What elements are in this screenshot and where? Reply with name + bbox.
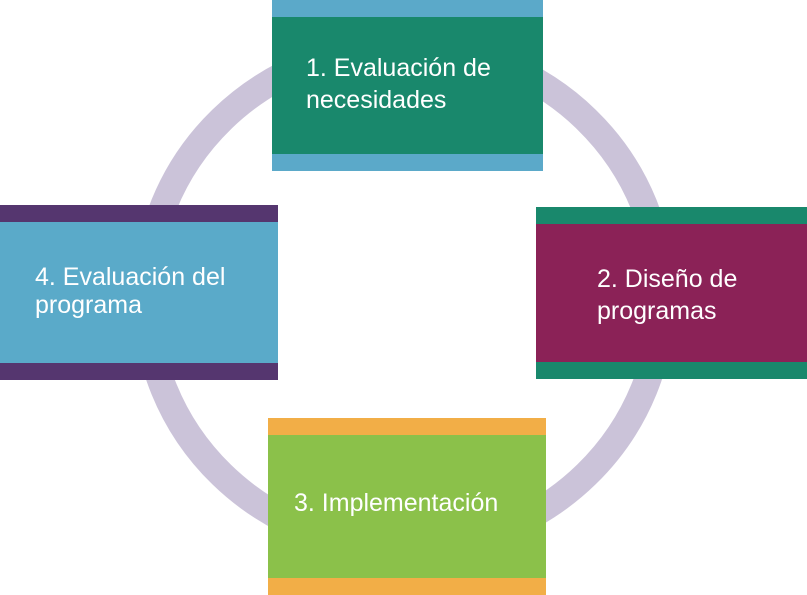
step-needs-assessment-label: 1. Evaluación de necesidades [306, 54, 491, 114]
step-implementation-bottom-band [268, 578, 546, 595]
step-implementation-top-band [268, 418, 546, 435]
step-program-evaluation [0, 205, 278, 380]
step-implementation-label: 3. Implementación [294, 489, 499, 517]
step-program-design-bottom-band [536, 362, 807, 379]
step-implementation [268, 418, 546, 595]
step-program-evaluation-bottom-band [0, 363, 278, 380]
step-needs-assessment-bottom-band [272, 154, 543, 171]
step-program-evaluation-top-band [0, 205, 278, 222]
step-needs-assessment-top-band [272, 0, 543, 17]
step-needs-assessment [272, 0, 543, 171]
step-program-design-top-band [536, 207, 807, 224]
step-program-evaluation-label: 4. Evaluación del programa [35, 263, 226, 319]
step-program-design [536, 207, 807, 379]
step-program-design-label: 2. Diseño de programas [597, 265, 738, 325]
